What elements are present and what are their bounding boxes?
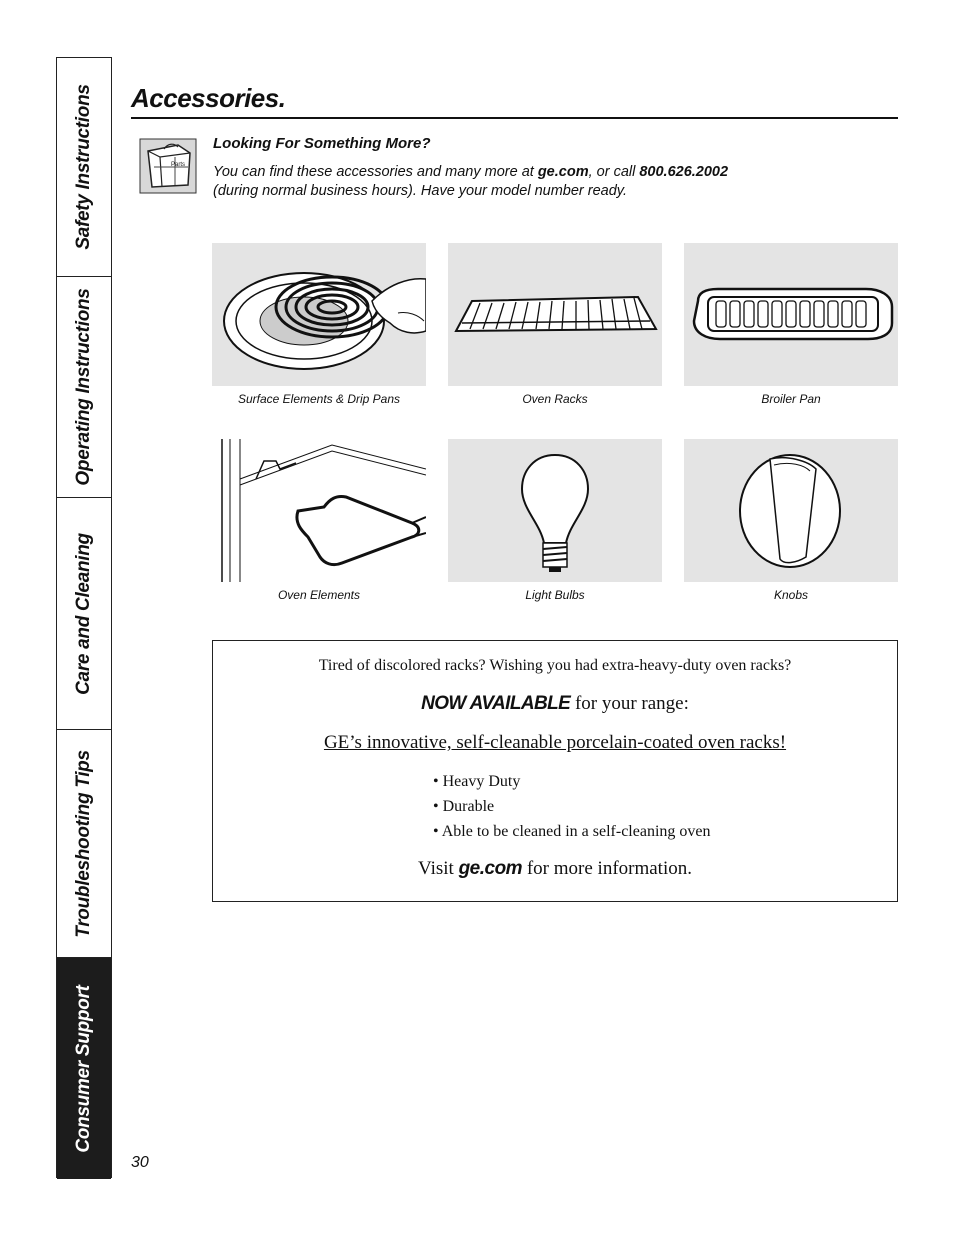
intro-text-2: , or call bbox=[588, 164, 640, 180]
list-item: • Heavy Duty bbox=[433, 773, 521, 790]
light-bulb-icon bbox=[448, 439, 662, 582]
parts-label: Parts bbox=[171, 162, 186, 168]
tab-operating-instructions[interactable] bbox=[57, 277, 111, 498]
accessory-card bbox=[212, 439, 426, 582]
tab-consumer-support[interactable] bbox=[57, 958, 111, 1179]
promo-headline: GE’s innovative, self-cleanable porcelain-coated oven racks! bbox=[323, 732, 787, 753]
oven-rack-icon bbox=[448, 243, 662, 386]
visit-text: Visit bbox=[418, 858, 459, 879]
oven-element-icon bbox=[212, 439, 426, 582]
accessory-card bbox=[684, 439, 898, 582]
promo-website-link[interactable]: ge.com bbox=[458, 858, 523, 879]
accessory-card bbox=[684, 243, 898, 386]
promo-feature-list bbox=[433, 769, 711, 844]
parts-box-icon bbox=[138, 137, 198, 195]
intro-text-3: (during normal business hours). Have your model number ready. bbox=[213, 183, 627, 199]
list-item: • Durable bbox=[433, 798, 495, 815]
page-number: 30 bbox=[131, 1154, 149, 1171]
tab-label: Care and Cleaning bbox=[73, 532, 94, 695]
tab-care-and-cleaning[interactable] bbox=[57, 498, 111, 730]
phone-number: 800.626.2002 bbox=[639, 164, 729, 180]
accessory-card bbox=[448, 243, 662, 386]
tab-label: Consumer Support bbox=[73, 984, 94, 1153]
side-tabs bbox=[56, 57, 112, 1178]
accessory-card bbox=[448, 439, 662, 582]
surface-element-icon bbox=[212, 243, 426, 386]
for-range-text: for your range: bbox=[570, 693, 689, 714]
title-rule bbox=[131, 117, 898, 119]
tab-label: Operating Instructions bbox=[73, 288, 94, 486]
accessory-card bbox=[212, 243, 426, 386]
tab-label: Safety Instructions bbox=[73, 84, 94, 250]
intro-heading: Looking For Something More? bbox=[213, 135, 431, 152]
promo-box bbox=[212, 640, 898, 902]
accessory-caption: Oven Racks bbox=[522, 392, 588, 406]
website-link[interactable]: ge.com bbox=[537, 164, 589, 180]
more-info-text: for more information. bbox=[522, 858, 692, 879]
intro-text-1: You can find these accessories and many more at bbox=[213, 164, 538, 180]
accessory-caption: Broiler Pan bbox=[761, 392, 821, 406]
promo-visit bbox=[213, 858, 897, 880]
now-available-label: NOW AVAILABLE bbox=[421, 693, 571, 714]
tab-safety-instructions[interactable] bbox=[57, 58, 111, 277]
accessory-caption: Oven Elements bbox=[277, 588, 361, 602]
list-item: • Able to be cleaned in a self-cleaning oven bbox=[433, 823, 711, 840]
tab-label: Troubleshooting Tips bbox=[73, 749, 94, 938]
accessory-caption: Surface Elements & Drip Pans bbox=[237, 392, 401, 406]
page-title: Accessories. bbox=[131, 83, 286, 113]
knob-icon bbox=[684, 439, 898, 582]
accessory-caption: Knobs bbox=[773, 588, 809, 602]
accessory-caption: Light Bulbs bbox=[525, 588, 585, 602]
broiler-pan-icon bbox=[684, 243, 898, 386]
intro-text bbox=[213, 163, 853, 201]
tab-troubleshooting-tips[interactable] bbox=[57, 730, 111, 958]
promo-question: Tired of discolored racks? Wishing you had extra-heavy-duty oven racks? bbox=[318, 657, 792, 674]
promo-now-available bbox=[213, 693, 897, 715]
